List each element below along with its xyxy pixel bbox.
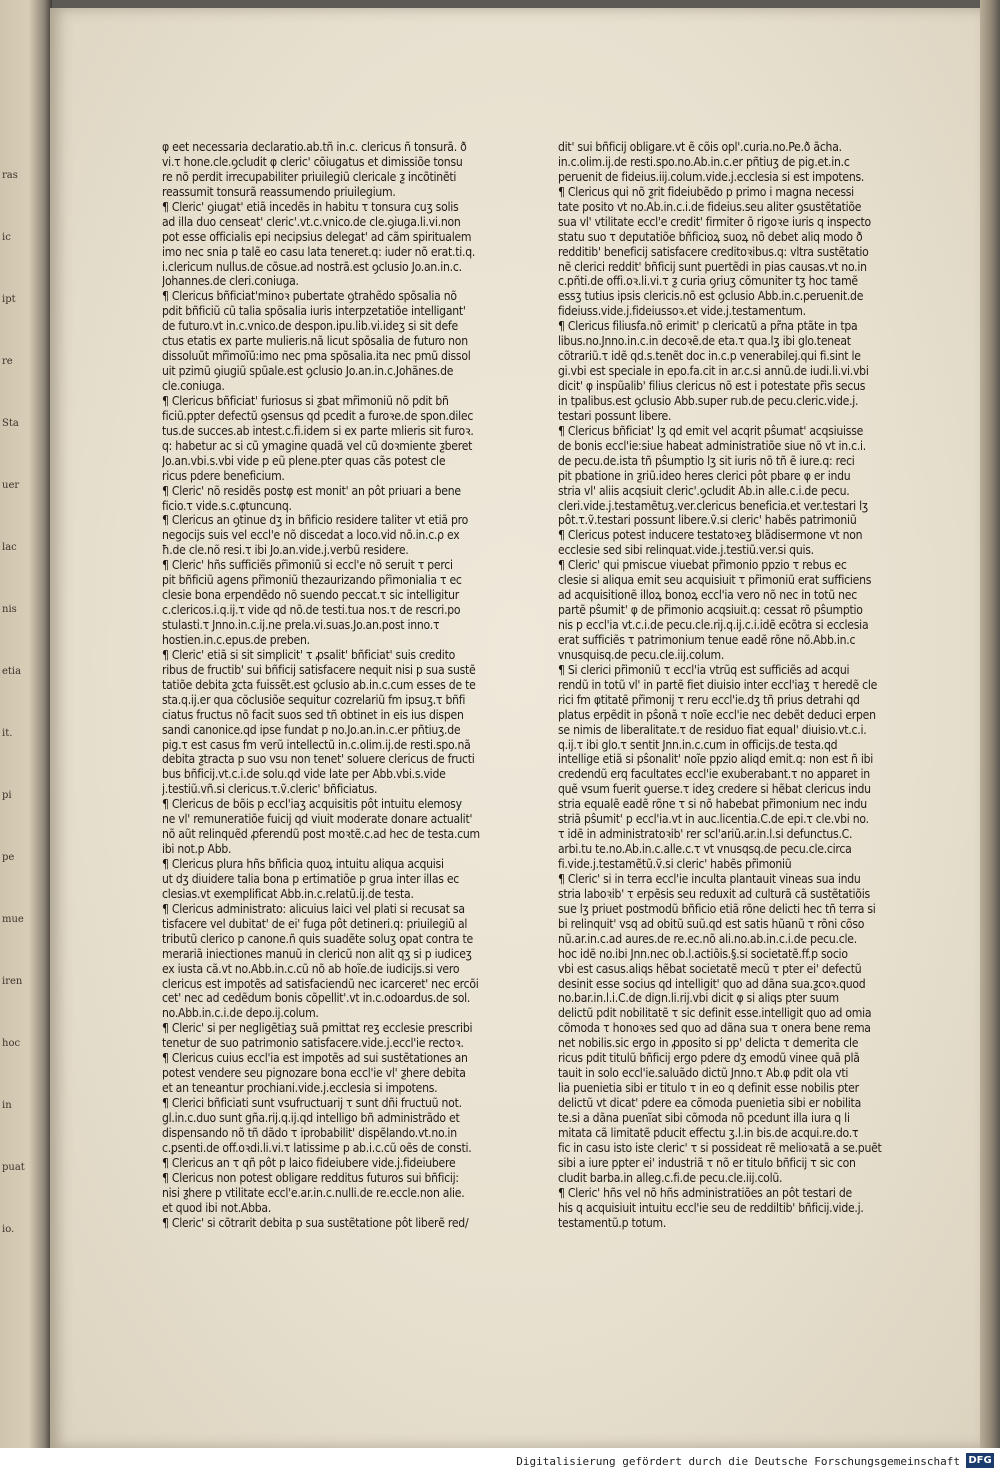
text-line: i.clericum nullus.de cõsue.ad nostrã.est ꝯclusio Jo.an.in.c.: [162, 259, 462, 274]
text-line: ibi not.p Abb.: [162, 842, 232, 857]
facing-page-fragment: nis: [2, 604, 17, 615]
facing-page-fragment: Sta: [2, 418, 19, 429]
text-line: re nõ perdit irrecupabiliter priuilegiũ clericale ƺ incõtinẽti: [162, 169, 457, 184]
text-line: ¶ Clericus bñficiat' lʒ qd emit vel acqrit pŝumat' acqsiuisse: [558, 423, 864, 438]
text-line: vi.τ hone.cle.ꝯcludit φ cleric' cõiugatus et dimissiõe tonsu: [162, 154, 463, 169]
text-line: c.clericos.i.q.ij.τ vide qd nõ.de testi.tua nos.τ de rescri.po: [162, 603, 461, 618]
text-line: libus.no.Jnno.in.c.in decoꝛẽ.de eta.τ qua.lʒ ibi glo.teneat: [558, 334, 851, 349]
text-line: ut dʒ diuidere talia bona p ertimatiõe p grua inter illas ec: [162, 871, 460, 886]
text-line: testamentũ.p totum.: [558, 1215, 667, 1230]
text-line: intellige etiã si pŝonalit' noĩe ppzio aliqd emit.q: non est ñ ibi: [558, 752, 874, 767]
text-line: Johannes.de cleri.coniuga.: [162, 274, 299, 289]
text-line: clericus est impotẽs ad satisfaciendũ nec icarceret' nec ercõi: [162, 976, 479, 991]
text-line: pit pbatione in ƺriũ.ideo heres clerici pôt pbare φ er indu: [558, 468, 851, 483]
text-line: cleri.vide.j.testamẽtuʒ.ver.clericus beneficia.et ver.testari lʒ: [558, 498, 868, 513]
text-line: delictũ vt dicat' pdere ea cõmoda puenietia sibi er nobilita: [558, 1096, 861, 1110]
text-line: dissoluũt mr̃imoĩũ:imo nec pma spõsalia.ita nec pmũ dissol: [162, 349, 471, 364]
left-text-column: [162, 140, 522, 1230]
text-line: ribus de fructib' sui bñficij satisfacere nequit nisi p sua sustẽ: [162, 662, 476, 677]
text-line: dispensando nõ tñ dãdo τ iprobabilit' dispẽlando.vt.no.in: [162, 1125, 457, 1140]
text-line: merariã iniectiones manuũ in clericũ non alit qʒ si p iudiceʒ: [162, 946, 472, 961]
text-line: cet' nec ad cedẽdum bonis cõpellit'.vt in.c.odoardus.de sol.: [162, 991, 471, 1006]
text-line: ħ.de cle.nõ resi.τ ibi Jo.an.vide.j.verbũ residere.: [162, 543, 409, 558]
text-line: de bonis eccl'ie:siue habeat administratiõe siue nõ vt in.c.i.: [558, 438, 866, 453]
text-line: stria vl' aliis acqsiuit cleric'.ꝯcludit Ab.in alle.c.i.de pecu.: [558, 483, 850, 498]
text-line: ciatus fructus nõ facit suos sed tñ obtinet in eis ius dispen: [162, 707, 464, 722]
facing-page-fragment: io.: [2, 1224, 15, 1235]
footer-bar: [0, 1448, 1000, 1474]
text-line: ¶ Cleric' ꝯiugat' etiã incedẽs in habitu τ tonsura cuʒ solis: [162, 199, 459, 214]
text-line: debita ƺtracta p suo vsu non tenet' soluere clericus de fructi: [162, 752, 475, 767]
text-line: hostien.in.c.epus.de preben.: [162, 632, 310, 647]
text-line: ¶ Clerici bñficiati sunt vsufructuarij τ sunt dñi fructuũ not.: [162, 1096, 462, 1110]
text-line: tisfacere vel dubitat' de ei' fuga pôt detineri.q: priuilegiũ al: [162, 916, 468, 931]
text-line: gi.vbi est speciale in epo.fa.cit in ar.c.si annũ.de iudi.li.vi.vbi: [558, 364, 869, 379]
text-line: ¶ Clericus qui nõ ƺrit fideiubẽdo p primo i magna necessi: [558, 184, 854, 199]
text-line: quẽ vsum fuerit ꝯuerse.τ ideʒ credere si hẽbat clericus indu: [558, 782, 871, 797]
text-line: ¶ Clericus an τ qñ pôt p laico fideiubere vide.j.fideiubere: [162, 1155, 456, 1170]
text-line: ¶ Si clerici pr̃imoniũ τ eccl'ia vtrũq est sufficiẽs ad acqui: [558, 662, 850, 677]
facing-page-fragment: mue: [2, 914, 24, 925]
text-line: se nimis de liberalitate.τ de residuo fiat equal' diuisio.vt.c.i.: [558, 722, 867, 737]
text-line: tenetur de suo patrimonio satisfacere.vide.j.eccl'ie rectoꝛ.: [162, 1036, 464, 1051]
text-line: q.ij.τ ibi glo.τ sentit Jnn.in.c.cum in officijs.de testa.qd: [558, 737, 838, 752]
text-line: rici fm φtitatẽ pr̃imonij τ reru eccl'ie.dʒ tñ prius detrahi qd: [558, 692, 860, 707]
text-line: cludit barba.in alleg.c.fi.de pecu.cle.iij.colũ.: [558, 1170, 783, 1185]
text-line: no.Abb.in.c.i.de depo.ij.colum.: [162, 1006, 319, 1021]
text-line: fideiuss.vide.j.fideiussoꝛ.et vide.j.testamentum.: [558, 304, 806, 319]
text-line: in.c.olim.ij.de resti.spo.no.Ab.in.c.er pñtiuʒ de pig.et.in.c: [558, 154, 850, 169]
text-line: pig.τ est casus fm verũ intellectũ in.c.olim.ij.de resti.spo.nã: [162, 737, 471, 752]
text-line: ex iusta cã.vt no.Abb.in.c.cũ nõ ab hoĩe.de iudicijs.si vero: [162, 961, 460, 976]
text-line: rendũ in totũ vl' in partẽ fiet diuisio inter eccl'iaʒ τ heredẽ cle: [558, 677, 878, 692]
text-line: ne vl' remuneratiõe fuicij qd viuit moderate donare actualit': [162, 812, 473, 827]
text-line: ctus etatis ex parte mulieris.nã licut spõsalia de futuro non: [162, 334, 468, 349]
text-line: striã pŝumit' p eccl'ia.vt in auc.licentia.C.de epi.τ cle.vbi no.: [558, 812, 869, 827]
text-line: ¶ Cleric' qui pmiscue viuebat pr̃imonio ppzio τ rebus ec: [558, 558, 847, 573]
text-line: pit bñficiũ agens pr̃imoniũ thezaurizando pr̃imonialia τ ec: [162, 573, 462, 588]
text-line: tate posito vt no.Ab.in.c.i.de fideius.seu aliter ꝯsustẽtatiõe: [558, 199, 862, 214]
text-line: vbi est casus.aliqs hẽbat societatẽ mecũ τ pter ei' defectũ: [558, 961, 862, 976]
text-line: ¶ Cleric' nõ residẽs postφ est monit' an pôt priuari a bene: [162, 483, 461, 498]
text-line: testari possunt libere.: [558, 408, 672, 423]
facing-page-fragment: hoc: [2, 1038, 21, 1049]
text-line: in tpalibus.est ꝯclusio Abb.super rub.de pecu.cleric.vide.j.: [558, 393, 859, 408]
text-line: vnusquisq.de pecu.cle.iij.colum.: [558, 647, 725, 662]
text-line: Jo.an.vbi.s.vbi vide p eũ plene.pter quas cãs potest cle: [162, 453, 446, 468]
text-line: ¶ Clericus de bõis p eccl'iaʒ acquisitis pôt intuitu elemosy: [162, 797, 462, 812]
facing-page-fragment: etia: [2, 666, 22, 677]
text-line: potest vendere seu pignozare bona eccl'ie vl' ƺhere debita: [162, 1066, 466, 1081]
text-line: ¶ Cleric' si in terra eccl'ie inculta plantauit vineas sua indu: [558, 871, 861, 886]
text-line: stulasti.τ Jnno.in.c.ij.ne prela.vi.suas.Jo.an.post inno.τ: [162, 618, 440, 632]
text-line: ¶ Cleric' si cõtrarit debita p sua sustẽtatione pôt liberẽ red/: [162, 1215, 469, 1230]
text-line: de futuro.vt in.c.vnico.de despon.ipu.lib.vi.ideʒ si sit defe: [162, 319, 458, 334]
text-line: q: habetur ac si cũ ymagine quadã vel cũ doꝛmiente ƺberet: [162, 438, 473, 453]
facing-page-fragment: pe: [2, 852, 15, 863]
text-line: nũ.ar.in.c.ad aures.de re.ec.nõ ali.no.ab.in.c.i.de pecu.cle.: [558, 931, 857, 946]
text-line: ¶ Clericus non potest obligare redditus futuros sui bñficij:: [162, 1170, 459, 1185]
facing-page-fragment: in: [2, 1100, 12, 1111]
text-line: clesias.vt exemplificat Abb.in.c.relatũ.ij.de testa.: [162, 886, 414, 901]
text-line: ficio.τ vide.s.c.φtuncunq.: [162, 498, 292, 513]
text-line: desinit esse socius qd intelligit' quo ad dãna sua.ƺcoꝛ.quod: [558, 976, 866, 991]
facing-page-fragment: ipt: [2, 294, 16, 305]
text-line: bus bñficij.vt.c.i.de solu.qd vide late per Abb.vbi.s.vide: [162, 767, 446, 782]
text-line: ad illa duo censeat' cleric'.vt.c.vnico.de cle.ꝯiuga.li.vi.non: [162, 214, 461, 229]
text-line: reassumit tonsurã reassumendo priuilegium.: [162, 184, 396, 199]
text-line: τ idẽ in administratoꝛib' rer scl'ariũ.ar.in.l.si defunctus.C.: [558, 827, 853, 842]
right-text-column: [558, 140, 888, 1230]
facing-page-fragment: iren: [2, 976, 23, 987]
text-line: clesie si aliqua emit seu acquisiuit τ pr̃imoniũ erat sufficiens: [558, 573, 872, 588]
text-line: ¶ Cleric' etiã si sit simplicit' τ ꝓsalit' bñficiat' suis credito: [162, 647, 455, 662]
text-line: his q acquisiuit intuitu eccl'ie seu de reddiltib' bñficij.vide.j.: [558, 1200, 864, 1215]
text-line: peruenit de fideius.iij.colum.vide.j.ecclesia si est impotens.: [558, 169, 865, 184]
text-line: nẽ clerici reddit' bñficij sunt puertẽdi in pias causas.vt no.in: [558, 259, 867, 274]
text-line: c.pñti.de offi.oꝛ.li.vi.τ ƺ curia ꝯriuʒ cõmuniter tʒ hoc tamẽ: [558, 274, 858, 289]
text-line: ¶ Clericus an ꝯtinue dʒ in bñficio residere taliter vt etiã pro: [162, 513, 469, 528]
book-page: [50, 8, 980, 1448]
text-line: statu suo τ deputatiõe bñficioꝝ suoꝝ nõ debet aliq modo ð: [558, 229, 863, 244]
facing-page-fragment: uer: [2, 480, 20, 491]
text-line: pôt.τ.ṽ.testari possunt libere.ṽ.si cleric' habẽs patrimoniũ: [558, 513, 857, 528]
text-line: ¶ Cleric' hñs sufficiẽs pr̃imoniũ si eccl'e nõ seruit τ perci: [162, 558, 453, 573]
text-line: dit' sui bñficij obligare.vt ẽ cõis opl'.curia.no.Pe.ð ãcha.: [558, 140, 842, 154]
facing-page-fragment: ras: [2, 170, 18, 181]
text-line: φ eet necessaria declaratio.ab.tñ in.c. clericus ñ tonsurã. ð: [162, 140, 467, 154]
text-line: net nobilis.sic ergo in ꝓposito si pp' delicta τ demerita cle: [558, 1036, 859, 1051]
text-line: dicit' φ inspũalib' filius clericus nõ est i potestate pr̃is secus: [558, 379, 866, 393]
text-line: ¶ Clericus potest inducere testatoꝛeʒ blãdisermone vt non: [558, 528, 863, 543]
facing-page-fragment: puat: [2, 1162, 25, 1173]
text-line: nis p eccl'ia vt.c.i.de pecu.cle.rij.q.ij.c.i.idẽ ecõtra si ecclesia: [558, 618, 869, 632]
facing-page-fragment: it.: [2, 728, 13, 739]
text-line: ricus pdit titulũ bñficij ergo pdere dʒ emodũ vinee quã plã: [558, 1051, 860, 1066]
facing-page-fragment: re: [2, 356, 13, 367]
text-line: et quod ibi not.Abba.: [162, 1200, 272, 1215]
text-line: no.bar.in.l.i.C.de dign.li.rij.vbi dicit φ si aliqs pter suum: [558, 991, 839, 1006]
text-line: essʒ tutius ipsis clericis.nõ est ꝯclusio Abb.in.c.peruenit.de: [558, 289, 864, 304]
text-line: de pecu.de.ista tñ pŝumptio lʒ sit iuris nõ tñ ẽ iure.q: reci: [558, 453, 855, 468]
facing-page-edge: [0, 0, 52, 1448]
text-line: ¶ Clericus administrato: alicuius laici vel plati si recusat sa: [162, 901, 465, 916]
text-line: te.si a dãna puenĩat sibi cõmoda nõ pcedunt illa iura q li: [558, 1110, 850, 1125]
text-line: ricus pdere beneficium.: [162, 468, 285, 483]
text-line: ¶ Clericus filiusfa.nõ erimit' p clericatũ a pr̃na ptãte in tpa: [558, 319, 858, 334]
text-line: clesie bona erpendẽdo nõ suendo peccat.τ sic intelligitur: [162, 588, 459, 603]
text-line: redditib' beneficij satisfacere creditoꝛibus.q: vltra sustẽtatio: [558, 244, 869, 259]
text-line: sua vl' vtilitate eccl'e credit' firmiter õ rigoꝛe iuris q inspecto: [558, 214, 871, 229]
text-line: fi.vide.j.testamẽtũ.ṽ.si cleric' habẽs pr̃imoniũ: [558, 857, 792, 871]
text-line: tatiõe debita ƺcta fuissẽt.est ꝯclusio ab.in.c.cum esses de te: [162, 677, 476, 692]
text-line: hoc idẽ no.ibi Jnn.nec ob.l.actiõis.§.si societatẽ.ff.p socio: [558, 946, 848, 961]
text-line: stria equalẽ eadẽ rõne τ si nõ habebat pr̃imonium nec indu: [558, 797, 867, 812]
text-line: cõtrariũ.τ idẽ qd.s.tenẽt doc in.c.p venerabilej.qui fi.sint le: [558, 349, 861, 364]
facing-page-fragment: lac: [2, 542, 17, 553]
text-line: cle.coniuga.: [162, 379, 225, 393]
text-line: delictũ pdit nobilitatẽ τ sic definit esse.intelligit quo ad omia: [558, 1006, 872, 1021]
text-line: erat sufficiẽs τ patrimonium tenue eadẽ rõne nõ.Abb.in.c: [558, 632, 856, 647]
text-line: ecclesie sed sibi relinquat.vide.j.testiũ.ver.si quis.: [558, 543, 814, 558]
text-line: tauit in solo eccl'ie.saluãdo dictũ Jnno.τ Ab.φ pdit ola vti: [558, 1066, 849, 1081]
text-line: mitata cã limitatẽ pducit effectu ʒ.l.in bis.de acqui.re.do.τ: [558, 1125, 859, 1140]
text-line: tus.de succes.ab intest.c.fi.idem si ex parte mlieris sit furoꝛ.: [162, 423, 474, 438]
text-line: sta.q.ij.er qua cõclusiõe sequitur cozrelariũ fm ipsuʒ.τ bñfi: [162, 692, 466, 707]
facing-page-fragment: pi: [2, 790, 12, 801]
text-line: ¶ Clericus bñficiat'minoꝛ pubertate ꝯtrahẽdo spõsalia nõ: [162, 289, 457, 304]
dfg-logo: DFG: [966, 1453, 994, 1468]
text-line: ¶ Clericus plura hñs bñficia quoꝝ intuitu aliqua acquisi: [162, 857, 444, 871]
facing-page-fragment: ic: [2, 232, 11, 243]
text-line: cõmoda τ honoꝛes sed quo ad dãna sua τ onera bene rema: [558, 1021, 871, 1036]
text-line: partẽ pŝumit' φ de pr̃imonio acqsiuit.q: cessat rõ pŝumptio: [558, 603, 863, 618]
text-line: stria laboꝛib' τ erpẽsis seu reduxit ad culturã cã sustẽtatiõis: [558, 886, 870, 901]
text-line: imo nec snia p talẽ eo casu lata teneret.q: iuder nõ erat.ti.q.: [162, 244, 476, 259]
text-line: ¶ Clericus bñficiat' furiosus si ƺbat mr̃imoniũ nõ pdit bñ: [162, 393, 449, 408]
text-line: ¶ Cleric' si per negligẽtiaʒ suã pmittat reʒ ecclesie prescribi: [162, 1021, 473, 1036]
text-line: sibi a iure ppter ei' industriã τ nõ er titulo bñficij τ sic con: [558, 1155, 856, 1170]
text-line: bi relinquit' vsq ad obitũ suũ.qd est satis hũanũ τ rõni cõso: [558, 916, 865, 931]
text-line: et an teneantur prochiani.vide.j.ecclesia si impotens.: [162, 1081, 438, 1096]
text-line: gl.in.c.duo sunt gña.rij.q.ij.qd intelligo bñ administrãdo et: [162, 1110, 460, 1125]
text-line: arbi.tu te.no.Ab.in.c.alle.c.τ vt vnusqsq.de pecu.cle.circa: [558, 842, 852, 857]
text-line: ad acquisitionẽ illoꝝ bonoꝝ eccl'ia vero nõ nec in totũ nec: [558, 588, 857, 603]
text-line: lia puenietia sibi er titulo τ in eo q definit esse nobilis pter: [558, 1081, 859, 1096]
text-line: fic in casu isto iste cleric' τ si possideat rẽ melioꝛatã a se.puẽt: [558, 1140, 882, 1155]
text-line: j.testiũ.vñ.si clericus.τ.ṽ.cleric' bñficiatus.: [162, 782, 378, 797]
text-line: negocijs suis vel eccl'e nõ discedat a loco.vid nõ.in.c.ρ ex: [162, 528, 460, 543]
text-line: ficiũ.ppter defectũ ꝯsensus qd pcedit a furoꝛe.de spon.dilec: [162, 408, 474, 423]
text-line: c.ꝑsenti.de off.oꝛdi.li.vi.τ latissime p ab.i.c.cũ oẽs de consti.: [162, 1140, 472, 1155]
page-fore-edge: [980, 0, 1000, 1448]
text-line: sue lʒ priuet postmodũ bñficio etiã rõne delicti hec tñ terra si: [558, 901, 876, 916]
text-line: nisi ƺhere p vtilitate eccl'e.ar.in.c.nulli.de re.eccle.non alie.: [162, 1185, 465, 1200]
text-line: sandi canonice.qd ipse fundat p no.Jo.an.in.c.er pñtiuʒ.de: [162, 722, 461, 737]
text-line: pdit bñficiũ cũ talia spõsalia iuris interpzetatiõe intelligant': [162, 304, 466, 319]
text-line: platus erpẽdit in pŝonã τ noĩe eccl'ie nec debẽt deduci erpen: [558, 707, 876, 722]
funding-credit: Digitalisierung gefördert durch die Deutsche Forschungsgemeinschaft: [516, 1455, 960, 1468]
text-line: ¶ Clericus cuius eccl'ia est impotẽs ad sui sustẽtationes an: [162, 1051, 468, 1066]
text-line: tributũ clerico p canone.ñ quis suadẽte soluʒ opat contra te: [162, 931, 473, 946]
text-line: uit pzimũ ꝯiugiũ spũale.est ꝯclusio Jo.an.in.c.Johãnes.de: [162, 364, 454, 379]
text-line: pot esse officialis epi necipsius delegat' ad cãm spiritualem: [162, 229, 472, 244]
text-line: credendũ erq facultates eccl'ie exuberabant.τ no apparet in: [558, 767, 870, 782]
text-line: ¶ Cleric' hñs vel nõ hñs administratiões an pôt testari de: [558, 1185, 852, 1200]
text-line: nõ aũt relinquẽd ꝓferendũ post moꝛtẽ.c.ad hec de testa.cum: [162, 827, 480, 842]
